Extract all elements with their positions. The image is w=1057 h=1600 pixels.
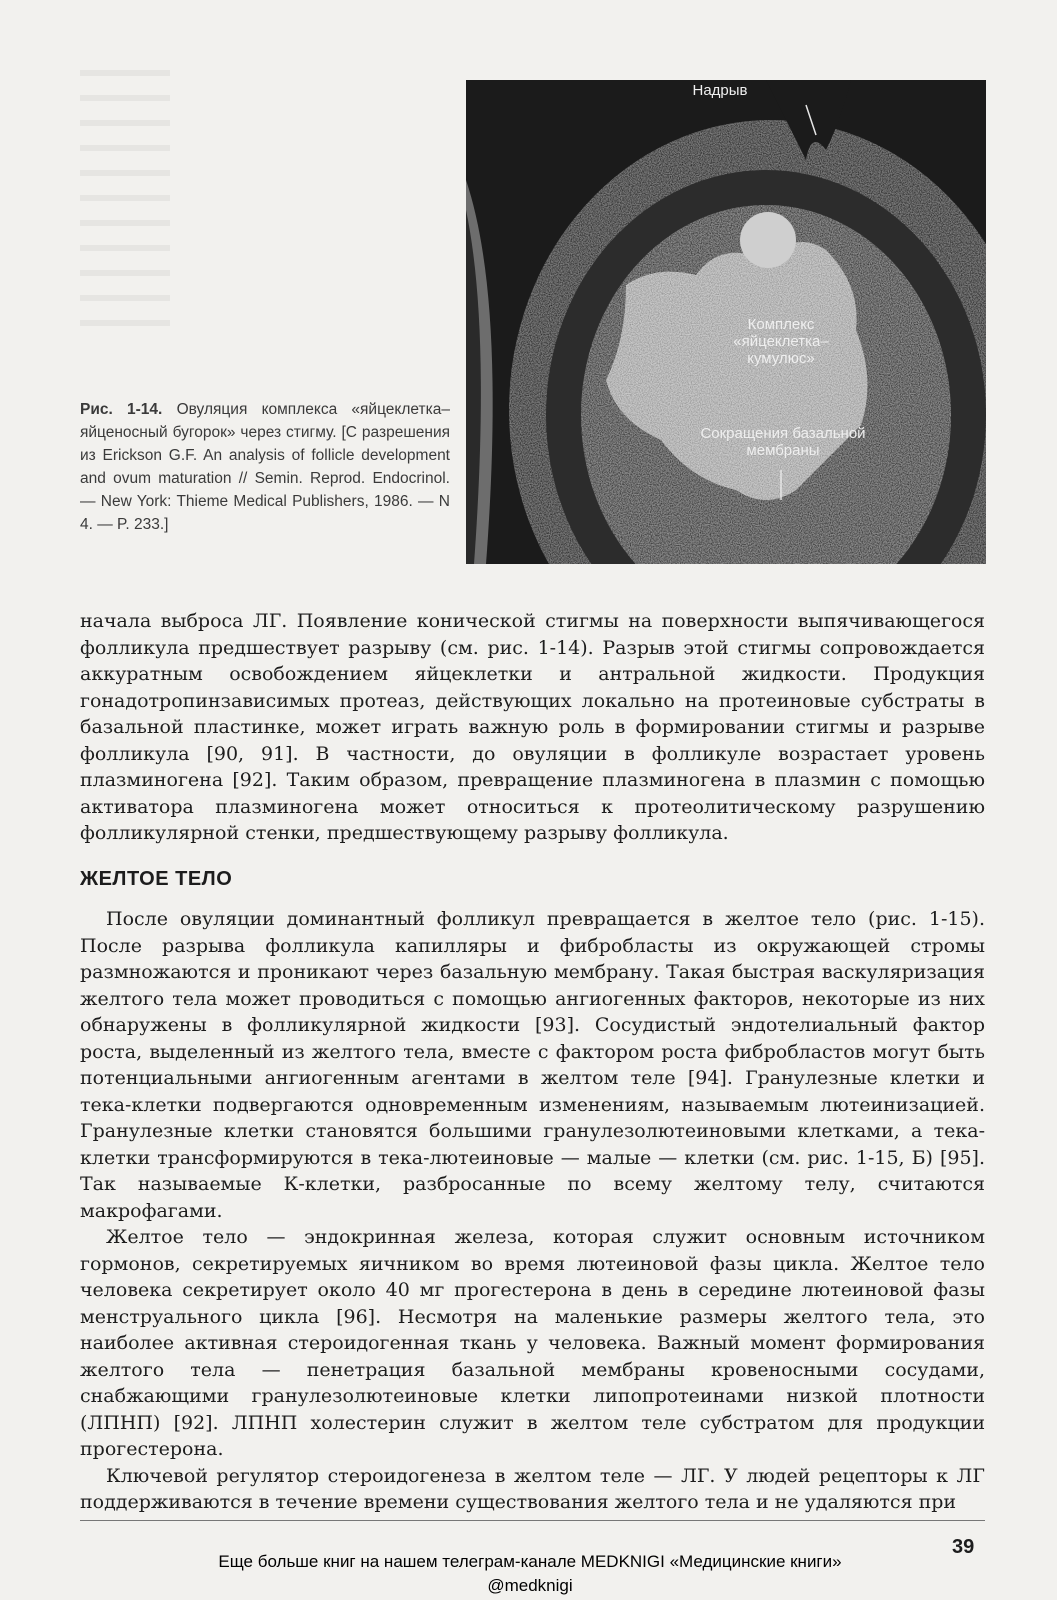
promo-footer (160, 1550, 900, 1598)
page-bleed-through (80, 70, 170, 340)
paragraph: Ключевой регулятор стероидогенеза в желтом теле — ЛГ. У людей рецепторы к ЛГ поддерживаются в течение времени существования желтого тела и не удаляются при (80, 1464, 985, 1513)
figure-caption-number: Рис. 1-14. (80, 401, 163, 418)
paragraph: Желтое тело — эндокринная железа, которая служит основным источником гормонов, секретируемых яичником во время лютеиновой фазы цикла. Желтое тело человека секретирует около 40 мг прогестерона в день в середине лютеиновой фазы менструального цикла [96]. Несмотря на маленькие размеры желтого тела, это наиболее активная стероидогенная ткань у человека. Важный момент формирования желтого тела — пенетрация базальной мембраны кровеносными сосудами, снабжающими гранулезолютеиновые клетки липопротеинами низкой плотности (ЛПНП) [92]. ЛПНП холестерин служит в желтом теле субстратом для продукции прогестерона. (80, 1226, 985, 1460)
micrograph-figure (466, 80, 986, 564)
footer-rule (80, 1520, 985, 1521)
figure-caption-text: Овуляция комплекса «яйцеклетка–яйценосный бугорок» через стигму. [С разрешения из Erickson G.F. An analysis of follicle development and ovum maturation // Semin. Reprod. Endocrinol. — New York: Thieme Medical Publishers, 1986. — N 4. — P. 233.] (80, 401, 450, 533)
figure-label-contractions: Сокращения базальной мембраны (700, 425, 866, 459)
body-text-top (80, 608, 985, 847)
section-heading: ЖЕЛТОЕ ТЕЛО (80, 868, 233, 890)
promo-handle: @medknigi (487, 1576, 573, 1595)
body-text-section (80, 906, 985, 1516)
paragraph: После овуляции доминантный фолликул превращается в желтое тело (рис. 1-15). После разрыва фолликула капилляры и фибробласты из окружающей стромы размножаются и проникают через базальную мембрану. Такая быстрая васкуляризация желтого тела может проводиться с помощью ангиогенных факторов, некоторые из них обнаружены в фолликулярной жидкости [93]. Сосудистый эндотелиальный фактор роста, выделенный из желтого тела, вместе с фактором роста фибробластов могут быть потенциальными ангиогенным агентами в желтом теле [94]. Гранулезные клетки и тека-клетки подвергаются одновременным изменениям, называемым лютеинизацией. Гранулезные клетки становятся большими гранулезолютеиновыми клетками, а тека-клетки трансформируются в тека-лютеиновые — малые — клетки (см. рис. 1-15, Б) [95]. Так называемые К-клетки, разбросанные по всему желтому телу, считаются макрофагами. (80, 908, 985, 1222)
figure-caption (80, 398, 450, 536)
paragraph-continuation: начала выброса ЛГ. Появление конической стигмы на поверхности выпячивающегося фолликула предшествует разрыву (см. рис. 1-14). Разрыв этой стигмы сопровождается аккуратным освобождением яйцеклетки и антральной жидкости. Продукция гонадотропинзависимых протеаз, действующих локально на протеиновые субстраты в базальной пластинке, может играть важную роль в формировании стигмы и разрыве фолликула [90, 91]. В частности, до овуляции в фолликуле возрастает уровень плазминогена [92]. Таким образом, превращение плазминогена в плазмин с помощью активатора плазминогена может относиться к протеолитическому разрушению фолликулярной стенки, предшествующему разрыву фолликула. (80, 610, 985, 844)
figure-label-rupture: Надрыв (692, 82, 748, 99)
promo-line: Еще больше книг на нашем телеграм-канале MEDKNIGI «Медицинские книги» (218, 1552, 842, 1571)
figure-label-complex: Комплекс «яйцеклетка–кумулюс» (733, 316, 829, 367)
page-number: 39 (952, 1536, 975, 1558)
